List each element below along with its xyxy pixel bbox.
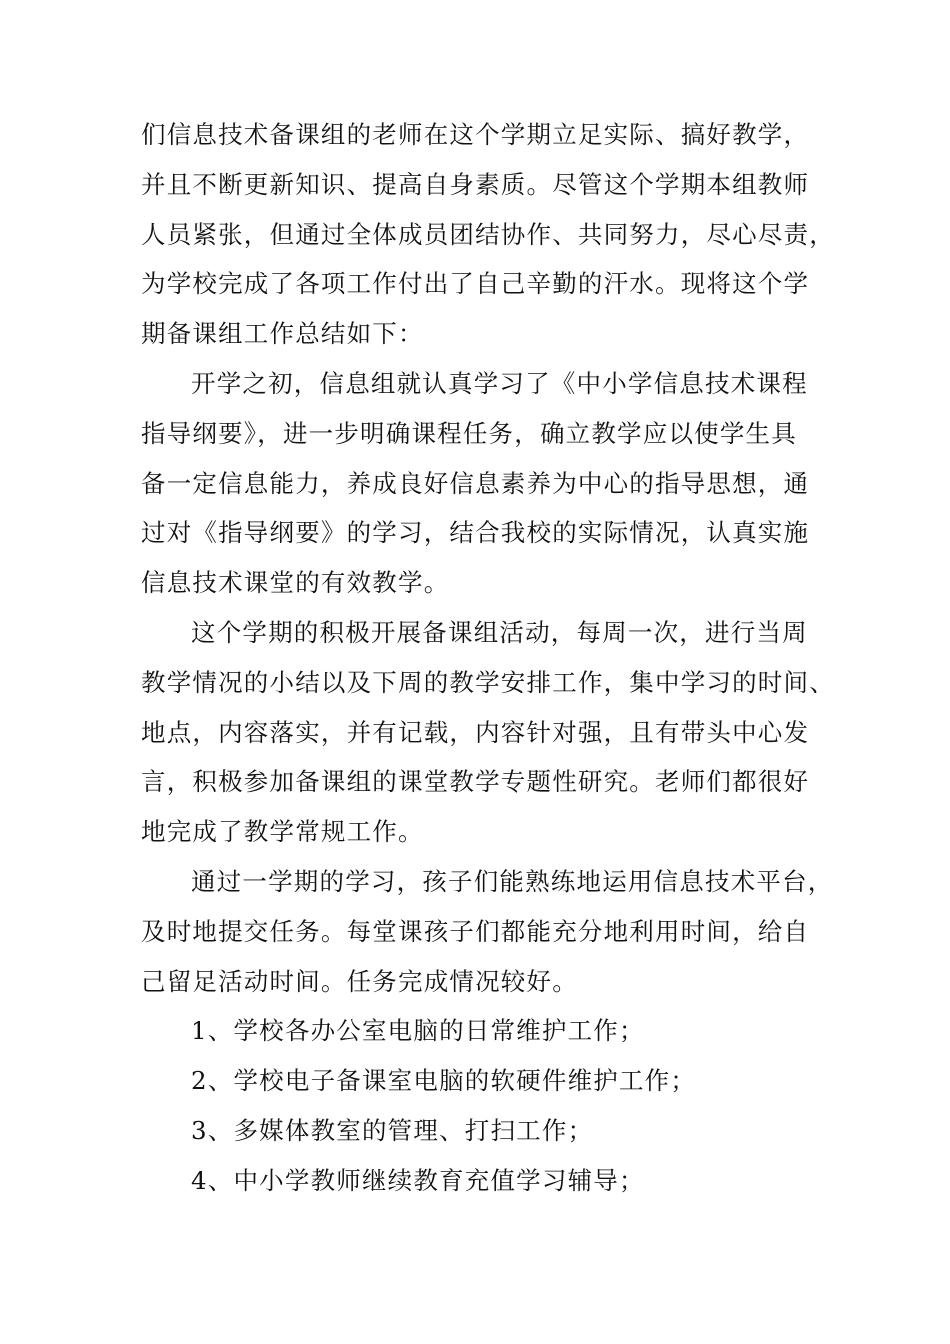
document-body bbox=[141, 110, 841, 1206]
text-line: 指导纲要》，进一步明确课程任务，确立教学应以使学生具 bbox=[141, 418, 797, 448]
list-item: 3、多媒体教室的管理、打扫工作； bbox=[191, 1115, 594, 1145]
text-line: 们信息技术备课组的老师在这个学期立足实际、搞好教学， bbox=[141, 120, 810, 149]
paragraph-first-line: 通过一学期的学习，孩子们能熟练地运用信息技术平台， bbox=[191, 866, 834, 896]
list-item: 4、中小学教师继续教育充值学习辅导； bbox=[191, 1165, 645, 1195]
paragraph-first-line: 开学之初，信息组就认真学习了《中小学信息技术课程 bbox=[191, 368, 808, 398]
text-line: 信息技术课堂的有效教学。 bbox=[141, 568, 450, 598]
text-line: 己留足活动时间。任务完成情况较好。 bbox=[141, 966, 578, 996]
text-line: 过对《指导纲要》的学习，结合我校的实际情况，认真实施 bbox=[141, 518, 810, 548]
text-line: 备一定信息能力，养成良好信息素养为中心的指导思想，通 bbox=[141, 468, 810, 498]
text-line: 为学校完成了各项工作付出了自己辛勤的汗水。现将这个学 bbox=[141, 269, 810, 299]
text-line: 言，积极参加备课组的课堂教学专题性研究。老师们都很好 bbox=[141, 767, 810, 797]
text-line: 教学情况的小结以及下周的教学安排工作，集中学习的时间、 bbox=[141, 667, 835, 697]
paragraph-first-line: 这个学期的积极开展备课组活动，每周一次，进行当周 bbox=[191, 617, 808, 647]
text-line: 及时地提交任务。每堂课孩子们都能充分地利用时间，给自 bbox=[141, 916, 810, 946]
text-line: 人员紧张，但通过全体成员团结协作、共同努力，尽心尽责， bbox=[141, 219, 835, 249]
text-line: 并且不断更新知识、提高自身素质。尽管这个学期本组教师 bbox=[141, 169, 810, 199]
text-line: 地完成了教学常规工作。 bbox=[141, 817, 424, 847]
list-item: 1、学校各办公室电脑的日常维护工作； bbox=[191, 1016, 645, 1046]
text-line: 期备课组工作总结如下： bbox=[141, 319, 424, 349]
list-item: 2、学校电子备课室电脑的软硬件维护工作； bbox=[191, 1066, 697, 1096]
text-line: 地点，内容落实，并有记载，内容针对强，且有带头中心发 bbox=[141, 717, 810, 747]
